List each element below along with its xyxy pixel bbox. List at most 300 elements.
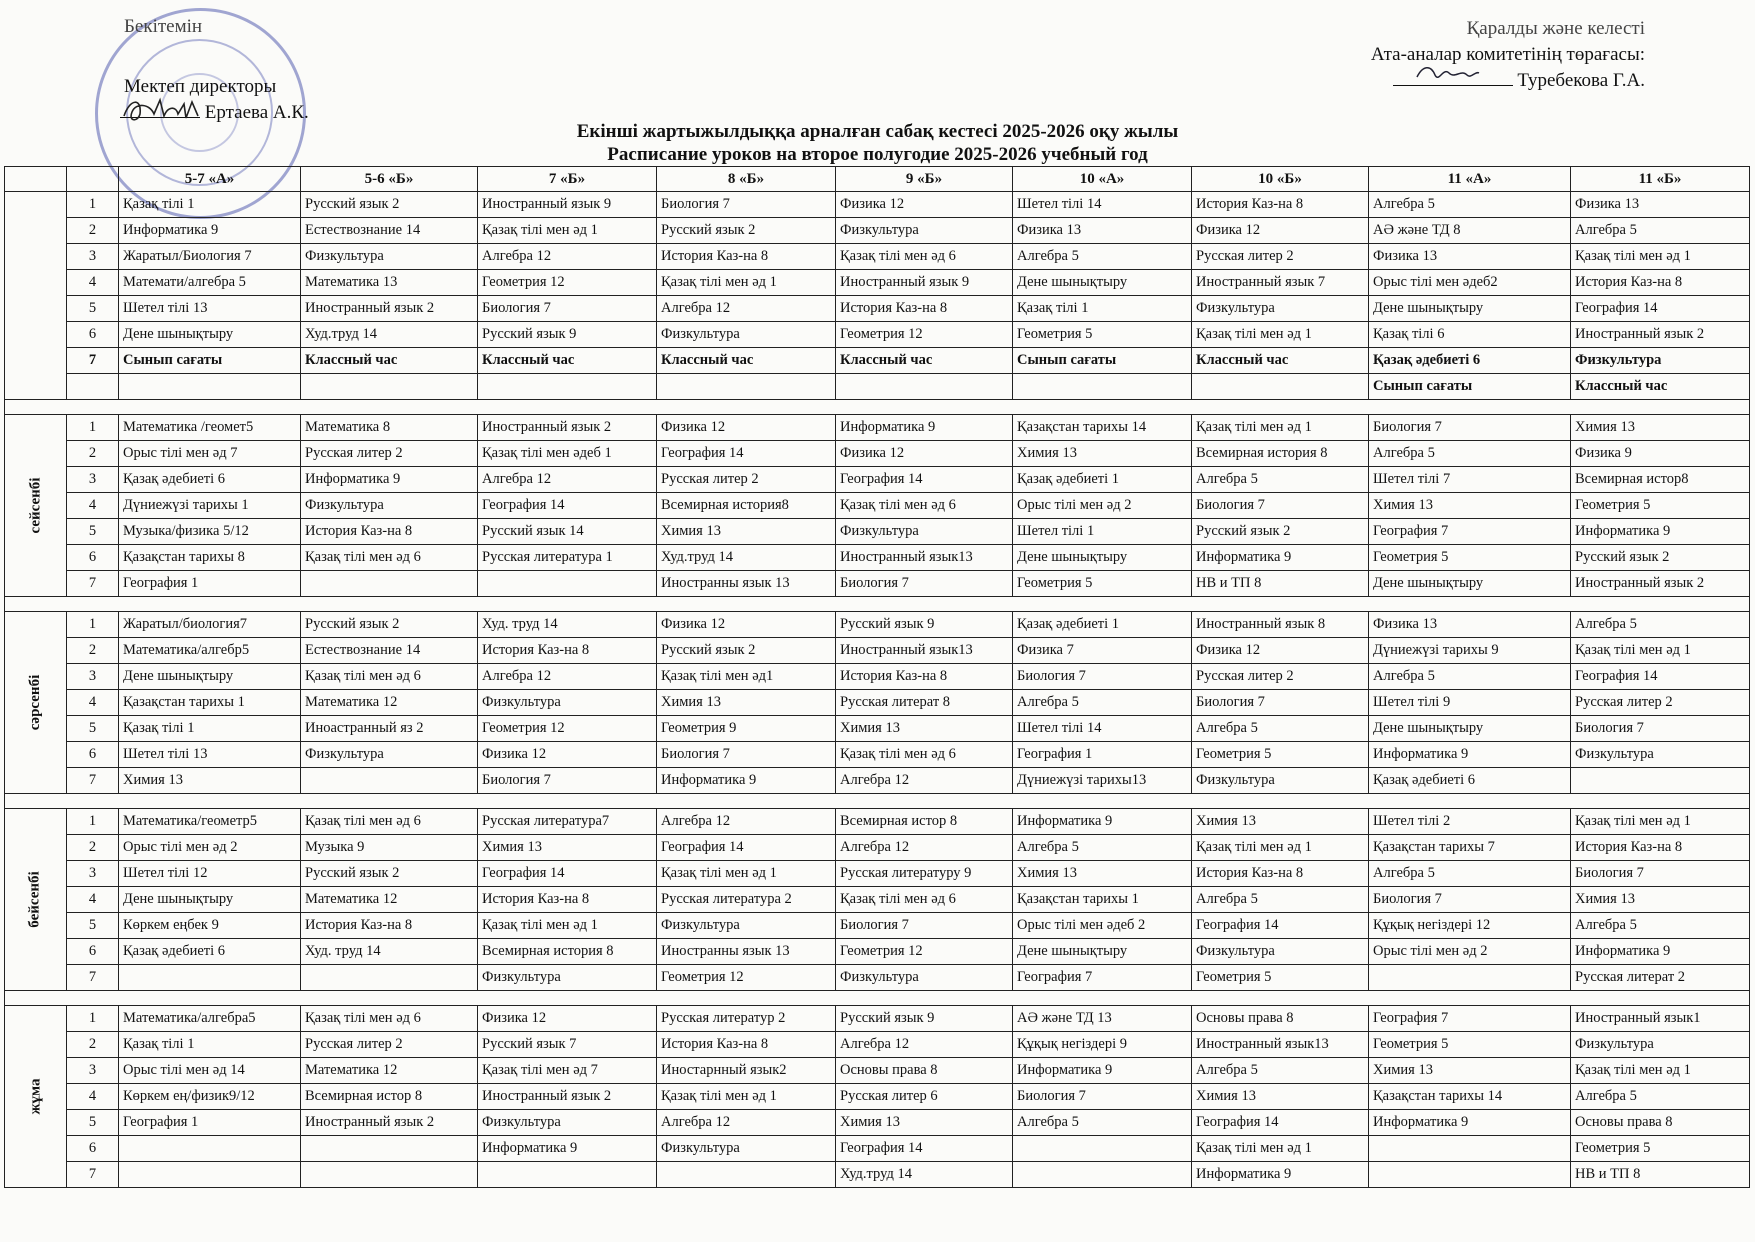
lesson-cell	[836, 374, 1013, 400]
lesson-cell: Физкультура	[301, 244, 478, 270]
lesson-row	[5, 571, 1750, 597]
lesson-cell: Физкультура	[301, 493, 478, 519]
lesson-cell: География 14	[478, 861, 657, 887]
lesson-cell: Химия 13	[1192, 809, 1369, 835]
day-column-header	[5, 167, 67, 192]
lesson-cell: Алгебра 12	[478, 244, 657, 270]
lesson-cell: География 14	[478, 493, 657, 519]
lesson-cell: Алгебра 5	[1192, 467, 1369, 493]
lesson-cell: Математи/алгебра 5	[119, 270, 301, 296]
lesson-row	[5, 690, 1750, 716]
lesson-cell: Алгебра 12	[836, 835, 1013, 861]
lesson-cell: Сынып сағаты	[119, 348, 301, 374]
lesson-cell: Дене шынықтыру	[1013, 545, 1192, 571]
lesson-cell: Физика 12	[657, 415, 836, 441]
lesson-cell: Қазақ тілі мен әд 1	[1571, 244, 1750, 270]
lesson-number: 4	[67, 270, 119, 296]
lesson-cell	[1013, 1136, 1192, 1162]
lesson-cell: Биология 7	[1013, 1084, 1192, 1110]
lesson-cell: Основы права 8	[1571, 1110, 1750, 1136]
lesson-number: 5	[67, 716, 119, 742]
lesson-cell: Алгебра 12	[657, 809, 836, 835]
lesson-cell: Қазақ тілі 6	[1369, 322, 1571, 348]
lesson-cell: Математика 13	[301, 270, 478, 296]
lesson-row	[5, 612, 1750, 638]
lesson-row	[5, 519, 1750, 545]
lesson-cell: Русская литературу 9	[836, 861, 1013, 887]
lesson-cell: Химия 13	[119, 768, 301, 794]
lesson-cell: Физика 13	[1369, 612, 1571, 638]
lesson-cell: Русская литер 2	[1192, 664, 1369, 690]
lesson-cell: Алгебра 12	[478, 467, 657, 493]
lesson-cell: Дене шынықтыру	[119, 322, 301, 348]
lesson-cell: Шетел тілі 9	[1369, 690, 1571, 716]
lesson-cell: Иностранный язык 2	[478, 1084, 657, 1110]
director-name: Ертаева А.К.	[204, 102, 309, 123]
day-label-cell	[5, 192, 67, 400]
lesson-cell: Русский язык 2	[301, 861, 478, 887]
lesson-cell: Дене шынықтыру	[119, 887, 301, 913]
lesson-number: 6	[67, 322, 119, 348]
lesson-cell: Химия 13	[657, 519, 836, 545]
lesson-cell: Физкультура	[1192, 939, 1369, 965]
lesson-cell: Физкультура	[1571, 742, 1750, 768]
lesson-cell	[301, 1162, 478, 1188]
lesson-row	[5, 887, 1750, 913]
lesson-cell: Алгебра 5	[1571, 1084, 1750, 1110]
lesson-cell: Информатика 9	[1571, 939, 1750, 965]
lesson-cell: Биология 7	[836, 571, 1013, 597]
class-header: 11 «Б»	[1571, 167, 1750, 192]
separator-cell	[5, 597, 1750, 612]
lesson-cell: Химия 13	[1571, 415, 1750, 441]
lesson-cell	[1369, 1162, 1571, 1188]
lesson-cell: Қазақ тілі мен әд 1	[1192, 1136, 1369, 1162]
class-header: 10 «А»	[1013, 167, 1192, 192]
lesson-row	[5, 1136, 1750, 1162]
lesson-cell: Физкультура	[836, 519, 1013, 545]
lesson-cell: География 14	[657, 835, 836, 861]
lesson-cell: Биология 7	[1192, 493, 1369, 519]
lesson-row	[5, 1084, 1750, 1110]
lesson-cell: Дене шынықтыру	[1369, 296, 1571, 322]
lesson-cell	[478, 1162, 657, 1188]
lesson-cell: Химия 13	[1013, 441, 1192, 467]
class-header: 10 «Б»	[1192, 167, 1369, 192]
lesson-cell	[478, 374, 657, 400]
lesson-cell: Биология 7	[1013, 664, 1192, 690]
lesson-cell: Биология 7	[1369, 415, 1571, 441]
lesson-cell	[1192, 374, 1369, 400]
lesson-cell: Худ. труд 14	[301, 939, 478, 965]
lesson-cell: Қазақ тілі мен әд 1	[1571, 1058, 1750, 1084]
lesson-cell: Основы права 8	[1192, 1006, 1369, 1032]
lesson-cell: Дене шынықтыру	[1013, 270, 1192, 296]
schedule-body	[5, 192, 1750, 1188]
lesson-cell: Орыс тілі мен әд 7	[119, 441, 301, 467]
lesson-row	[5, 415, 1750, 441]
lesson-cell: Қазақ тілі мен әд 6	[301, 809, 478, 835]
lesson-cell	[1013, 374, 1192, 400]
lesson-cell: Русский язык 2	[1192, 519, 1369, 545]
lesson-cell: География 14	[1571, 296, 1750, 322]
lesson-cell: Русский язык 9	[478, 322, 657, 348]
day-separator	[5, 991, 1750, 1006]
lesson-cell	[119, 965, 301, 991]
lesson-cell: Иностранный язык 2	[478, 415, 657, 441]
lesson-cell: Орыс тілі мен әд 14	[119, 1058, 301, 1084]
lesson-cell: Русский язык 2	[301, 192, 478, 218]
lesson-cell: Қазақ тілі мен әд1	[657, 664, 836, 690]
lesson-cell: Иностранный язык 7	[1192, 270, 1369, 296]
day-label: бейсенбі	[26, 871, 43, 928]
lesson-cell: Физкультура	[1571, 1032, 1750, 1058]
lesson-cell: Геометрия 12	[836, 939, 1013, 965]
lesson-cell: Қазақстан тарихы 14	[1369, 1084, 1571, 1110]
lesson-cell: Физкультура	[478, 690, 657, 716]
lesson-cell	[657, 374, 836, 400]
lesson-cell: Сынып сағаты	[1369, 374, 1571, 400]
lesson-cell: Көркем ең/физик9/12	[119, 1084, 301, 1110]
lesson-cell: Орыс тілі мен әдеб2	[1369, 270, 1571, 296]
lesson-cell: Қазақстан тарихы 1	[119, 690, 301, 716]
lesson-cell: Геометрия 9	[657, 716, 836, 742]
lesson-cell: Музыка/физика 5/12	[119, 519, 301, 545]
lesson-cell: Химия 13	[478, 835, 657, 861]
lesson-cell: Естествознание 14	[301, 218, 478, 244]
lesson-row	[5, 296, 1750, 322]
lesson-number: 7	[67, 965, 119, 991]
lesson-cell: Қазақ тілі 1	[119, 1032, 301, 1058]
reviewed-word: Қаралды және келесті	[1466, 18, 1645, 39]
lesson-cell: Физкультура	[301, 742, 478, 768]
lesson-cell: Алгебра 5	[1013, 244, 1192, 270]
lesson-cell: Информатика 9	[119, 218, 301, 244]
lesson-cell: Информатика 9	[1013, 1058, 1192, 1084]
lesson-cell: Информатика 9	[1369, 742, 1571, 768]
lesson-cell: История Каз-на 8	[1192, 192, 1369, 218]
lesson-cell: Биология 7	[1571, 861, 1750, 887]
lesson-cell: Геометрия 12	[478, 716, 657, 742]
lesson-number: 3	[67, 467, 119, 493]
lesson-row	[5, 835, 1750, 861]
lesson-cell: География 14	[1571, 664, 1750, 690]
lesson-cell: Шетел тілі 1	[1013, 519, 1192, 545]
lesson-cell: Информатика 9	[1192, 545, 1369, 571]
lesson-cell: Физика 12	[478, 742, 657, 768]
lesson-cell: Информатика 9	[1192, 1162, 1369, 1188]
lesson-cell: Биология 7	[836, 913, 1013, 939]
lesson-cell: Худ. труд 14	[478, 612, 657, 638]
lesson-number: 3	[67, 1058, 119, 1084]
lesson-cell: Алгебра 5	[1013, 1110, 1192, 1136]
lesson-number: 2	[67, 638, 119, 664]
lesson-cell: Қазақ тілі мен әд 1	[1571, 809, 1750, 835]
lesson-cell: Физкультура	[836, 218, 1013, 244]
lesson-cell	[301, 571, 478, 597]
lesson-number: 2	[67, 218, 119, 244]
lesson-cell: Қазақ тілі мен әд 1	[478, 218, 657, 244]
lesson-row	[5, 244, 1750, 270]
lesson-cell: Музыка 9	[301, 835, 478, 861]
lesson-cell: Геометрия 12	[478, 270, 657, 296]
separator-cell	[5, 991, 1750, 1006]
lesson-cell: Қазақ тілі мен әд 6	[836, 742, 1013, 768]
lesson-cell: Худ.труд 14	[657, 545, 836, 571]
lesson-cell: История Каз-на 8	[478, 638, 657, 664]
lesson-cell: История Каз-на 8	[657, 244, 836, 270]
lesson-cell: Шетел тілі 7	[1369, 467, 1571, 493]
page-title	[0, 120, 1755, 166]
lesson-cell: Русская литер 2	[657, 467, 836, 493]
day-label-cell	[5, 612, 67, 794]
lesson-cell: Алгебра 5	[1369, 192, 1571, 218]
lesson-cell: Русская литер 6	[836, 1084, 1013, 1110]
lesson-cell: Химия 13	[836, 1110, 1013, 1136]
lesson-row	[5, 493, 1750, 519]
lesson-cell: Русская литер 2	[301, 441, 478, 467]
lesson-row	[5, 638, 1750, 664]
class-header: 5-7 «А»	[119, 167, 301, 192]
lesson-number: 1	[67, 1006, 119, 1032]
lesson-cell: Алгебра 12	[657, 296, 836, 322]
lesson-cell: Биология 7	[1369, 887, 1571, 913]
day-label: сәрсенбі	[27, 674, 43, 731]
lesson-cell: Иностранный язык13	[836, 638, 1013, 664]
lesson-cell: История Каз-на 8	[301, 913, 478, 939]
lesson-cell: География 14	[1192, 913, 1369, 939]
lesson-row	[5, 861, 1750, 887]
approval-block-right	[1370, 18, 1645, 94]
lesson-cell: Иностранный язык 9	[478, 192, 657, 218]
lesson-cell: Химия 13	[1369, 1058, 1571, 1084]
lesson-cell: Қазақ тілі мен әд 1	[1571, 638, 1750, 664]
lesson-cell: Көркем еңбек 9	[119, 913, 301, 939]
lesson-number: 5	[67, 913, 119, 939]
lesson-cell: Алгебра 12	[657, 1110, 836, 1136]
lesson-cell: Иностранны язык 13	[657, 939, 836, 965]
lesson-cell: Қазақ әдебиеті 6	[119, 939, 301, 965]
lesson-cell: Математика/алгебр5	[119, 638, 301, 664]
title-kz: Екінші жартыжылдыққа арналған сабақ кестесі 2025-2026 оқу жылы	[576, 121, 1179, 142]
lesson-number: 4	[67, 887, 119, 913]
day-label-cell	[5, 1006, 67, 1188]
separator-cell	[5, 400, 1750, 415]
lesson-cell: Қазақ әдебиеті 1	[1013, 467, 1192, 493]
lesson-cell: Алгебра 5	[1571, 218, 1750, 244]
lesson-cell: Сынып сағаты	[1013, 348, 1192, 374]
title-ru: Расписание уроков на второе полугодие 2025-2026 учебный год	[607, 144, 1148, 165]
lesson-cell: Алгебра 5	[1192, 716, 1369, 742]
lesson-cell: Основы права 8	[836, 1058, 1013, 1084]
lesson-cell: Русская литерат 2	[1571, 965, 1750, 991]
lesson-cell: Қазақ тілі 1	[1013, 296, 1192, 322]
class-header: 9 «Б»	[836, 167, 1013, 192]
parent-signature-line	[1371, 68, 1645, 94]
lesson-cell: Информатика 9	[478, 1136, 657, 1162]
lesson-cell: Шетел тілі 14	[1013, 716, 1192, 742]
lesson-cell: Жаратыл/биология7	[119, 612, 301, 638]
parent-role: Ата-аналар комитетінің төрағасы:	[1370, 44, 1645, 65]
lesson-number: 6	[67, 545, 119, 571]
lesson-cell: Всемирная история8	[657, 493, 836, 519]
lesson-row	[5, 270, 1750, 296]
lesson-cell: Орыс тілі мен әдеб 2	[1013, 913, 1192, 939]
lesson-cell: Физика 12	[657, 612, 836, 638]
lesson-row	[5, 348, 1750, 374]
lesson-cell: Геометрия 5	[1013, 322, 1192, 348]
lesson-cell: Иностранный язык 9	[836, 270, 1013, 296]
lesson-number: 4	[67, 1084, 119, 1110]
lesson-cell: Қазақ тілі мен әд 6	[301, 664, 478, 690]
lesson-cell: География 7	[1369, 1006, 1571, 1032]
lesson-cell: Қазақ тілі 1	[119, 716, 301, 742]
lesson-cell: Орыс тілі мен әд 2	[119, 835, 301, 861]
lesson-row	[5, 441, 1750, 467]
lesson-cell: Қазақ әдебиеті 6	[1369, 348, 1571, 374]
lesson-cell: Русская литератур 2	[657, 1006, 836, 1032]
lesson-cell: Информатика 9	[836, 415, 1013, 441]
lesson-cell: Қазақ әдебиеті 6	[119, 467, 301, 493]
lesson-cell: Геометрия 12	[657, 965, 836, 991]
lesson-cell: Русская литература 2	[657, 887, 836, 913]
lesson-cell: Қазақ әдебиеті 6	[1369, 768, 1571, 794]
lesson-cell: География 1	[119, 571, 301, 597]
lesson-cell: Русская литерат 8	[836, 690, 1013, 716]
lesson-cell: Физкультура	[836, 965, 1013, 991]
lesson-row	[5, 1110, 1750, 1136]
lesson-cell: История Каз-на 8	[836, 296, 1013, 322]
lesson-number: 6	[67, 742, 119, 768]
lesson-cell: Русский язык 2	[1571, 545, 1750, 571]
lesson-cell: Русский язык 9	[836, 612, 1013, 638]
lesson-cell: Қазақ тілі мен әд 6	[836, 244, 1013, 270]
lesson-cell: Алгебра 5	[1013, 835, 1192, 861]
lesson-row	[5, 467, 1750, 493]
lesson-cell: Математика 12	[301, 1058, 478, 1084]
lesson-row	[5, 965, 1750, 991]
lesson-cell: Дене шынықтыру	[1369, 571, 1571, 597]
lesson-cell: Геометрия 12	[836, 322, 1013, 348]
lesson-row	[5, 939, 1750, 965]
lesson-cell: Иностранны язык 13	[657, 571, 836, 597]
lesson-cell: География 14	[657, 441, 836, 467]
lesson-cell: Қазақ тілі мен әд 7	[478, 1058, 657, 1084]
lesson-cell: Математика 8	[301, 415, 478, 441]
lesson-number: 1	[67, 612, 119, 638]
lesson-cell: Физика 9	[1571, 441, 1750, 467]
lesson-cell: Дене шынықтыру	[1369, 716, 1571, 742]
lesson-number: 1	[67, 809, 119, 835]
lesson-cell: Алгебра 5	[1369, 664, 1571, 690]
lesson-cell: Дүниежүзі тарихы 9	[1369, 638, 1571, 664]
lesson-cell: История Каз-на 8	[657, 1032, 836, 1058]
day-label-cell	[5, 809, 67, 991]
lesson-cell: Қазақстан тарихы 8	[119, 545, 301, 571]
lesson-cell: Худ.труд 14	[301, 322, 478, 348]
approve-word: Бекітемін	[124, 16, 203, 37]
lesson-cell: Шетел тілі 13	[119, 742, 301, 768]
lesson-cell: Русский язык 14	[478, 519, 657, 545]
lesson-cell: Алгебра 5	[1369, 861, 1571, 887]
lesson-number: 5	[67, 1110, 119, 1136]
lesson-row	[5, 192, 1750, 218]
lesson-number: 3	[67, 244, 119, 270]
lesson-cell: Дүниежүзі тарихы13	[1013, 768, 1192, 794]
lesson-row	[5, 913, 1750, 939]
lesson-row	[5, 1032, 1750, 1058]
lesson-cell: Физкультура	[478, 965, 657, 991]
lesson-cell: Классный час	[657, 348, 836, 374]
lesson-cell: Орыс тілі мен әд 2	[1369, 939, 1571, 965]
lesson-cell: Қазақстан тарихы 1	[1013, 887, 1192, 913]
lesson-cell: Русская литер 2	[1571, 690, 1750, 716]
lesson-cell: Физика 7	[1013, 638, 1192, 664]
schedule-table	[4, 166, 1750, 1188]
lesson-cell: География 1	[1013, 742, 1192, 768]
lesson-cell: Иностранный язык13	[836, 545, 1013, 571]
lesson-cell	[119, 1136, 301, 1162]
lesson-cell: Физкультура	[1571, 348, 1750, 374]
lesson-cell: Қазақ тілі мен әд 1	[1192, 415, 1369, 441]
lesson-cell: Физкультура	[657, 322, 836, 348]
lesson-cell: Шетел тілі 12	[119, 861, 301, 887]
lesson-cell: Физкультура	[657, 913, 836, 939]
separator-cell	[5, 794, 1750, 809]
lesson-cell: Шетел тілі 14	[1013, 192, 1192, 218]
lesson-cell: Русская литер 2	[301, 1032, 478, 1058]
day-label: сейсенбі	[26, 477, 43, 534]
lesson-cell: Химия 13	[1369, 493, 1571, 519]
lesson-cell: Информатика 9	[1571, 519, 1750, 545]
day-separator	[5, 400, 1750, 415]
lesson-row	[5, 809, 1750, 835]
lesson-cell: География 7	[1013, 965, 1192, 991]
parent-signature	[1413, 61, 1483, 85]
lesson-number: 6	[67, 939, 119, 965]
director-role: Мектеп директоры	[124, 76, 277, 97]
lesson-row	[5, 768, 1750, 794]
lesson-cell: Құқық негіздері 9	[1013, 1032, 1192, 1058]
lesson-cell: Физика 13	[1013, 218, 1192, 244]
lesson-cell	[1369, 1136, 1571, 1162]
lesson-cell	[478, 571, 657, 597]
lesson-cell: Классный час	[1571, 374, 1750, 400]
lesson-cell: Иностарнный язык2	[657, 1058, 836, 1084]
lesson-number: 6	[67, 1136, 119, 1162]
lesson-cell: Алгебра 5	[1192, 887, 1369, 913]
lesson-cell: История Каз-на 8	[478, 887, 657, 913]
day-separator	[5, 794, 1750, 809]
lesson-cell: Биология 7	[1571, 716, 1750, 742]
lesson-cell: Шетел тілі 13	[119, 296, 301, 322]
lesson-row	[5, 374, 1750, 400]
lesson-number-column-header	[67, 167, 119, 192]
lesson-cell: Химия 13	[1013, 861, 1192, 887]
lesson-cell: Классный час	[301, 348, 478, 374]
lesson-cell: Иностранный язык 2	[301, 1110, 478, 1136]
lesson-cell: АӘ және ТД 13	[1013, 1006, 1192, 1032]
lesson-cell: Қазақ әдебиеті 1	[1013, 612, 1192, 638]
lesson-cell: Қазақ тілі мен әд 1	[657, 270, 836, 296]
lesson-cell: АӘ және ТД 8	[1369, 218, 1571, 244]
day-label-cell	[5, 415, 67, 597]
lesson-number: 2	[67, 835, 119, 861]
lesson-cell: Русская литер 2	[1192, 244, 1369, 270]
lesson-row	[5, 545, 1750, 571]
lesson-row	[5, 1162, 1750, 1188]
lesson-cell: Орыс тілі мен әд 2	[1013, 493, 1192, 519]
